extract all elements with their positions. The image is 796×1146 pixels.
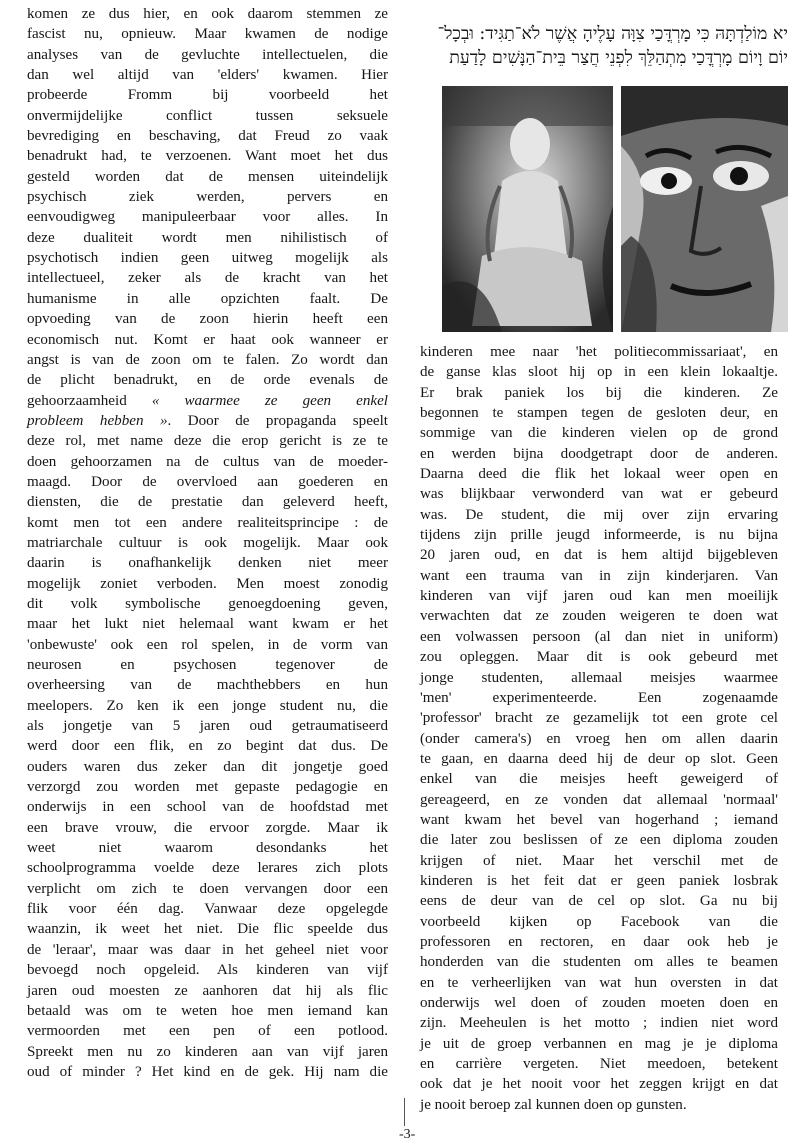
text-line: verwachten dat ze zouden weigeren te doen wat: [420, 608, 778, 625]
text-line: onderwijs in een school van de hoofdstad met: [27, 799, 388, 816]
text-line: angst is van de zoon om te falen. Zo wordt dan: [27, 351, 388, 368]
text-line: onvermijdelijke conflict tussen seksuele: [27, 107, 388, 124]
text-line: professoren en rectoren, en daar ook heb je: [420, 933, 778, 950]
text-line: tijdens zijn prille jeugd informeerde, is nu bijna: [420, 527, 778, 544]
text-line: probeerde Fromm bij voorbeeld het: [27, 87, 388, 104]
text-line: jaren oud moesten ze aanhoren dat hij als flic: [27, 982, 388, 999]
text-line: [27, 391, 388, 411]
text-line: (onder camera's) en vroeg hen om allen daarin: [420, 730, 778, 747]
text-line: verzorgd zou worden met gepaste pedagogie en: [27, 779, 388, 796]
text-line: die later zou beslissen of ze een diploma zouden: [420, 832, 778, 849]
text-line: 'men' experimenteerde. Een zogenaamde: [420, 689, 778, 706]
text-line: jonge studenten, allemaal meisjes waarmee: [420, 669, 778, 686]
text-line: en carrière vergeten. Niet meedoen, betekent: [420, 1056, 778, 1073]
text-line: werd door een flik, en zo begint dat dus. De: [27, 738, 388, 755]
text-line: eens de deur van de cel op slot. Ga nu bij: [420, 893, 778, 910]
text-line: Er brak paniek los bij die kinderen. Ze: [420, 384, 778, 401]
text-line: een volwassen persoon (al dan niet in uniform): [420, 628, 778, 645]
text-line: krijgen of niet. Maar het verschil met de: [420, 852, 778, 869]
text-line: daarin is onafhankelijk denken niet meer: [27, 555, 388, 572]
text-line: je uit de groep verbannen en mag je je diploma: [420, 1035, 778, 1052]
text-line: doen gehoorzamen na de cultus van de moeder-: [27, 453, 388, 470]
text-line: matriarchale cultuur is ook mogelijk. Maar ook: [27, 534, 388, 551]
quote-text: « waarmee ze geen enkel: [151, 392, 388, 409]
face-close-up-painting-icon: [621, 86, 788, 332]
column-divider: [404, 1098, 405, 1126]
text-line: humanisme in alle opzichten faalt. De: [27, 290, 388, 307]
text-line: enkel van die meisjes heeft geweigerd of: [420, 771, 778, 788]
text-line: dan wel altijd van 'elders' kwamen. Hier: [27, 67, 388, 84]
text-line: voorbeeld kijken op Facebook van die: [420, 913, 778, 930]
text-line: verplicht om zich te doen vervangen door een: [27, 880, 388, 897]
text-line: de 'leraar', maar was daar in het geheel niet voor: [27, 941, 388, 958]
text-line: komen ze dus hier, en ook daarom stemmen ze: [27, 6, 388, 22]
page-number: -3-: [399, 1127, 416, 1142]
right-text-column: [420, 342, 778, 1115]
text-line: dit volk symbolische genoegdoening geven,: [27, 595, 388, 612]
text-line: onderwijs wel doen of zouden moeten doen en: [420, 995, 778, 1011]
text-line: schoolprogramma voelde deze lerares zich plots: [27, 860, 388, 877]
text-line: waanzin, ik weet het niet. Die flic speelde dus: [27, 921, 388, 938]
text-line: de ganse klas sloot hij op in een klein lokaaltje.: [420, 364, 778, 381]
text-line: bevoegd noch opgeleid. Als kinderen van vijf: [27, 962, 388, 979]
text-line: weet niet waarom desondanks het: [27, 840, 388, 857]
text-line: psychisch ziek werden, pervers en: [27, 189, 388, 206]
text-line: 20 jaren oud, en dat is hem altijd bijgebleven: [420, 547, 778, 564]
text-segment: . Door de propaganda speelt: [167, 412, 388, 429]
seated-figure-painting-icon: [442, 86, 613, 332]
text-line: bevrediging en beschaving, dat Freud zo vaak: [27, 128, 388, 145]
text-line: was. De student, die mij over zijn ervaring: [420, 506, 778, 523]
artwork-images: [442, 86, 788, 332]
text-line: en te verheerlijken van wat hun oversten in dat: [420, 974, 778, 991]
text-line: kinderen mee naar 'het politiecommissariaat', en: [420, 344, 778, 360]
text-line: diensten, die de prestatie dan geleverd heeft,: [27, 494, 388, 511]
text-line: vermoorden met een pen of een potlood.: [27, 1023, 388, 1040]
text-line: want kwam het bevel van hogerhand ; iemand: [420, 811, 778, 828]
text-line: opvoeding van de zoon hierin heeft een: [27, 311, 388, 328]
text-line: maagd. Door de overvloed aan goederen en: [27, 473, 388, 490]
text-line: gesteld worden dat de mensen uiteindelijk: [27, 168, 388, 185]
text-line: ook dat je het nooit voor het zeggen krijgt en dat: [420, 1076, 778, 1093]
text-line: sommige van die kinderen vielen op de grond: [420, 425, 778, 442]
text-line: psychotisch indien geen uitweg mogelijk als: [27, 250, 388, 267]
text-line: gereageerd, en ze vonden dat allemaal 'normaal': [420, 791, 778, 808]
text-segment: gehoorzaamheid: [27, 392, 152, 409]
text-line: eenvoudigweg manipuleerbaar voor alles. In: [27, 209, 388, 226]
text-line: analyses van de gevluchte intellectuelen, die: [27, 46, 388, 63]
text-line: 'professor' bracht ze gezamelijk tot een grote cel: [420, 710, 778, 727]
text-line: een brave vrouw, die ervoor zorgde. Maar ik: [27, 819, 388, 836]
text-line: meelopers. Zo ken ik een jonge student nu, die: [27, 697, 388, 714]
text-line: zou opleggen. Maar dit is ook gebeurd met: [420, 649, 778, 666]
hebrew-line-1: יא מוֹלַדְתָּהּ כִּי מָרְדֳּכַי צִוָּה עָלֶיהָ אֲשֶׁר לֹא־תַגִּיד: וּבְכָל־: [437, 24, 788, 44]
text-line: deze rol, met name deze die erop gericht is ze te: [27, 433, 388, 450]
text-line: als jongetje van 5 jaren oud getraumatiseerd: [27, 718, 388, 735]
quote-text: probleem hebben »: [27, 412, 168, 429]
text-line: komt men tot een andere realiteitsprincipe : de: [27, 514, 388, 531]
hebrew-line-2: יוֹם וָיוֹם מָרְדֳּכַי מִתְהַלֵּךְ לִפְנֵי חֲצַר בֵּית־הַנָּשִׁים לָדַעַת: [449, 48, 788, 68]
text-line: ouders waren dus zeker dan dit jongetje goed: [27, 758, 388, 775]
text-line: intellectueel, zeker als de kracht van het: [27, 270, 388, 287]
text-line: zijn. Meeheulen is het motto ; indien niet word: [420, 1015, 778, 1032]
text-line: [27, 411, 388, 431]
text-line: overheersing van de machthebbers en hun: [27, 677, 388, 694]
text-line: 'onbewuste' ook een rol spelen, in de vorm van: [27, 636, 388, 653]
text-line: en werden bijna doodgetrapt door de anderen.: [420, 445, 778, 462]
text-line: kinderen van vijf jaren oud kan men moeilijk: [420, 588, 778, 605]
text-line: Spreekt men nu zo kinderen aan van vijf jaren: [27, 1043, 388, 1060]
text-line: de plicht benadrukt, en de orde evenals de: [27, 372, 388, 389]
hebrew-verse: [420, 22, 788, 70]
left-text-column: [27, 4, 388, 1082]
text-line: begonnen te stampen tegen de gesloten deur, en: [420, 405, 778, 422]
text-line: betaald was om te weten hoe men iemand kan: [27, 1002, 388, 1019]
text-line: benadrukt had, te verzoenen. Want moet het dus: [27, 148, 388, 165]
text-line: honderden van die studenten om alles te beamen: [420, 954, 778, 971]
text-line: neurosen en psychosen tegenover de: [27, 657, 388, 673]
text-line: economisch nut. Komt er haat ook wanneer er: [27, 331, 388, 348]
text-line: oud of minder ? Het kind en de gek. Hij nam die: [27, 1063, 388, 1080]
text-line: want een trauma van in zijn kinderjaren. Van: [420, 567, 778, 584]
text-line: flik voor één dag. Vanwaar deze opgelegde: [27, 901, 388, 918]
text-line: deze dualiteit wordt men nihilistisch of: [27, 229, 388, 246]
text-line: je nooit beroep zal kunnen doen op gunsten.: [420, 1096, 687, 1113]
text-line: kinderen is het feit dat er geen paniek losbrak: [420, 872, 778, 889]
text-line: fascist nu, opnieuw. Maar kwamen de nodige: [27, 26, 388, 43]
text-line: maar het lukt niet helemaal want kwam er het: [27, 616, 388, 633]
text-line: te gaan, en daarna deed hij de deur op slot. Geen: [420, 750, 778, 767]
text-line: mogelijk zoniet verboden. Men moest zonodig: [27, 575, 388, 592]
text-line: Daarna deed die flik het lokaal weer open en: [420, 466, 778, 483]
text-line: was blijkbaar verwonderd van wat er gebeurd: [420, 486, 778, 503]
